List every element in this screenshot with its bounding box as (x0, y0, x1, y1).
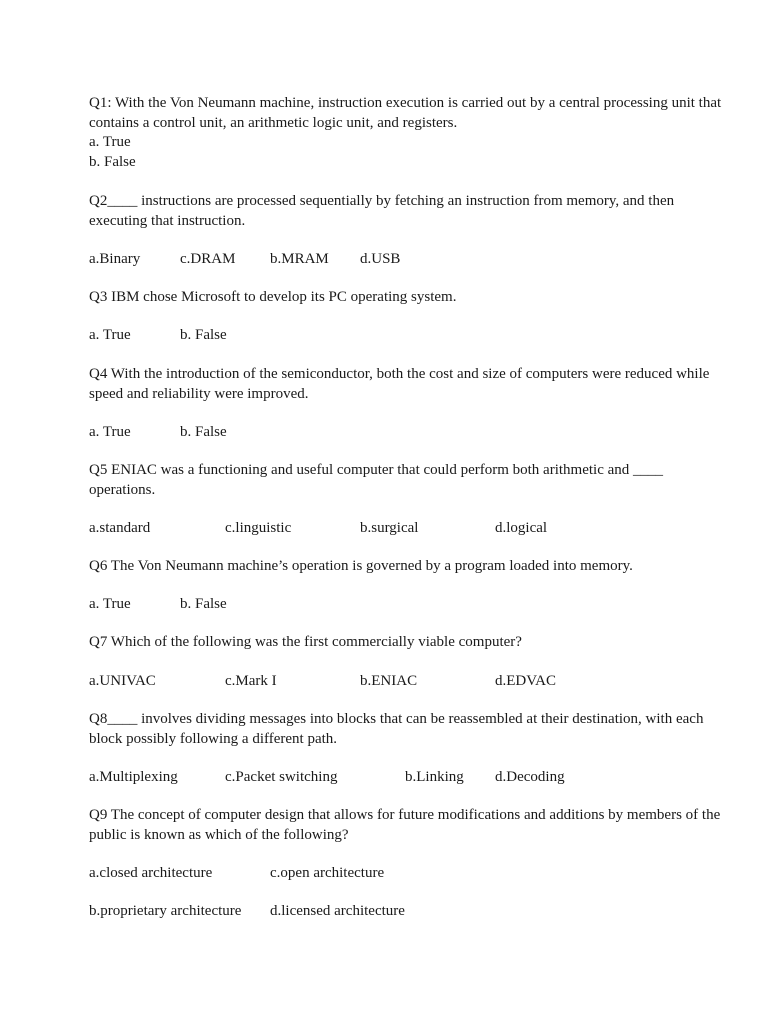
question-8-option-a: a.Multiplexing (89, 769, 178, 785)
question-7-option-c: c.Mark I (225, 673, 277, 689)
question-4-option-a: a. True (89, 424, 131, 440)
question-9-text: Q9 The concept of computer design that allows for future modifications and additions by members of the public is known as which of the following? (89, 807, 721, 843)
question-7-option-d: d.EDVAC (495, 673, 556, 689)
question-8-text: Q8____ involves dividing messages into blocks that can be reassembled at their destination, with each block possibly following a different path. (89, 711, 704, 747)
question-7-option-b: b.ENIAC (360, 673, 418, 689)
question-1-text: Q1: With the Von Neumann machine, instruction execution is carried out by a central processing unit that contains a control unit, an arithmetic logic unit, and registers. (89, 95, 722, 131)
question-1-option-b: b. False (89, 154, 136, 170)
question-2-option-a: a.Binary (89, 251, 141, 267)
question-9-option-d: d.licensed architecture (270, 903, 405, 919)
question-8-option-d: d.Decoding (495, 769, 565, 785)
question-1-option-a: a. True (89, 134, 131, 150)
question-9-option-b: b.proprietary architecture (89, 903, 242, 919)
question-5-option-b: b.surgical (360, 520, 419, 536)
question-9-option-c: c.open architecture (270, 865, 385, 881)
question-3-option-b: b. False (180, 327, 227, 343)
question-5-text: Q5 ENIAC was a functioning and useful computer that could perform both arithmetic and ____ operations. (89, 462, 664, 498)
question-8-option-b: b.Linking (405, 769, 464, 785)
question-5-option-c: c.linguistic (225, 520, 292, 536)
question-4-text: Q4 With the introduction of the semiconductor, both the cost and size of computers were reduced while speed and reliability were improved. (89, 366, 710, 402)
question-5-option-d: d.logical (495, 520, 548, 536)
question-9-option-a: a.closed architecture (89, 865, 213, 881)
question-2-option-b: b.MRAM (270, 251, 329, 267)
question-6-option-b: b. False (180, 596, 227, 612)
question-6-option-a: a. True (89, 596, 131, 612)
question-7-option-a: a.UNIVAC (89, 673, 156, 689)
question-3-option-a: a. True (89, 327, 131, 343)
question-2-text: Q2____ instructions are processed sequentially by fetching an instruction from memory, and then executing that instruction. (89, 193, 675, 229)
question-5-option-a: a.standard (89, 520, 151, 536)
question-3-text: Q3 IBM chose Microsoft to develop its PC operating system. (89, 289, 457, 305)
question-4-option-b: b. False (180, 424, 227, 440)
question-6-text: Q6 The Von Neumann machine’s operation is governed by a program loaded into memory. (89, 558, 633, 574)
question-2-option-c: c.DRAM (180, 251, 236, 267)
question-8-option-c: c.Packet switching (225, 769, 338, 785)
question-2-option-d: d.USB (360, 251, 401, 267)
question-7-text: Q7 Which of the following was the first commercially viable computer? (89, 634, 522, 650)
